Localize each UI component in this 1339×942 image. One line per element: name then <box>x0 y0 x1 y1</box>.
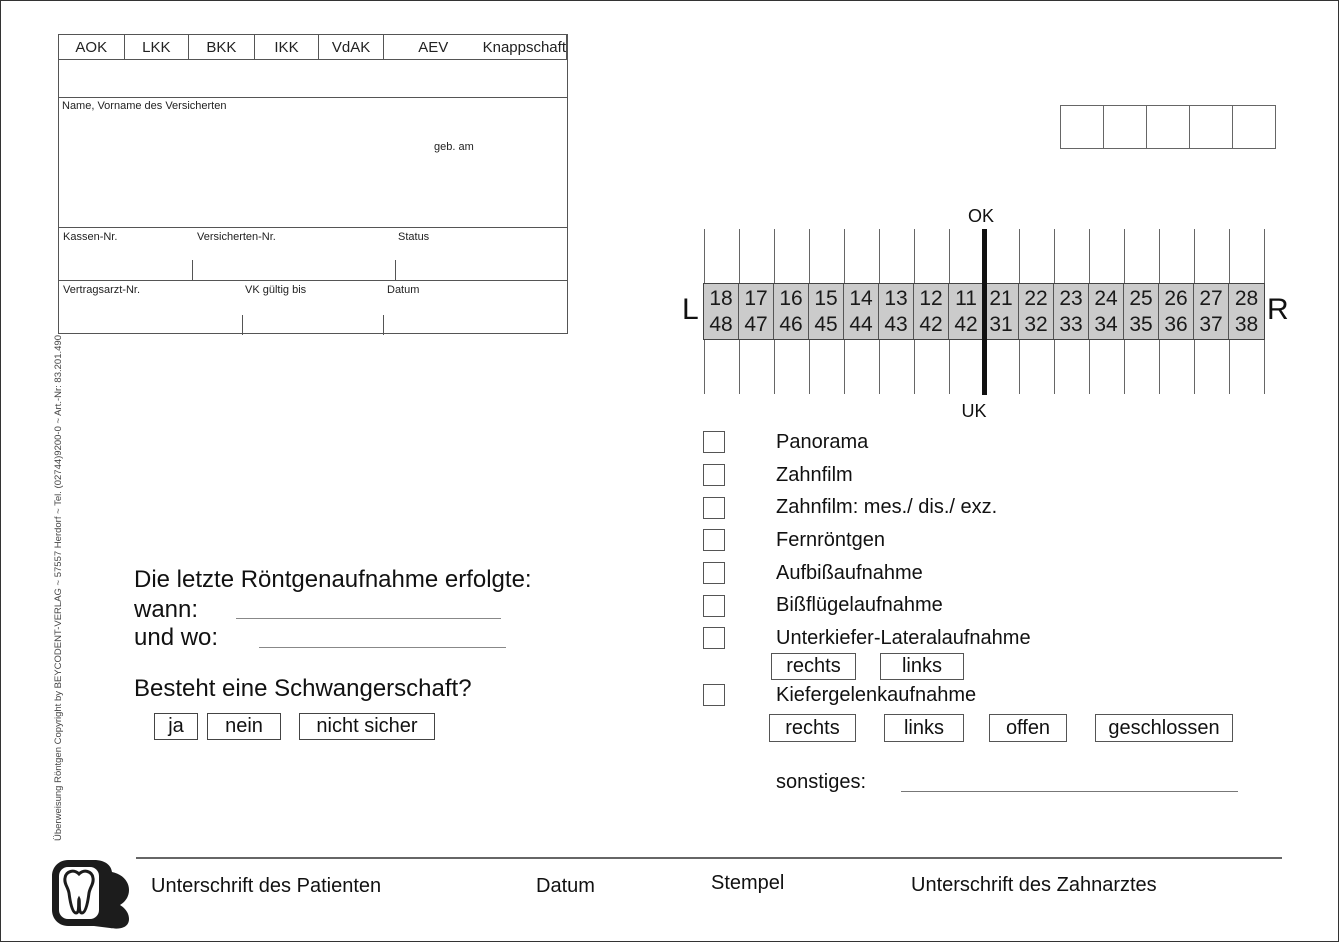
lower-tooth-number: 42 <box>919 312 943 336</box>
code-box[interactable] <box>1189 105 1233 149</box>
tooth-cell[interactable] <box>1229 284 1264 339</box>
kiefergelenk-row <box>701 679 976 712</box>
checkbox[interactable] <box>703 595 725 617</box>
last-xray-title: Die letzte Röntgenaufnahme erfolgte: <box>134 566 532 593</box>
stamp-label: Stempel <box>711 872 785 894</box>
patient-name-field[interactable] <box>59 97 567 227</box>
tooth-cell[interactable] <box>704 284 739 339</box>
checkbox[interactable] <box>703 497 725 519</box>
field-divider-tick <box>395 260 396 280</box>
xray-option-label: Aufbißaufnahme <box>776 561 923 584</box>
midline-divider <box>982 229 987 395</box>
pregnancy-question: Besteht eine Schwangerschaft? <box>134 675 472 702</box>
xray-option-label: Fernröntgen <box>776 528 885 551</box>
insurance-option[interactable]: BKK <box>189 35 255 59</box>
tooth-cell[interactable] <box>1019 284 1054 339</box>
code-boxes <box>1060 105 1276 149</box>
pregnancy-option-box[interactable]: nein <box>207 713 281 740</box>
kiefergelenk-option-box[interactable]: geschlossen <box>1095 714 1233 742</box>
xray-option-label: Zahnfilm: mes./ dis./ exz. <box>776 496 998 519</box>
checkbox[interactable] <box>703 684 725 706</box>
upper-tooth-number: 12 <box>919 286 943 310</box>
vertragsarzt-row[interactable] <box>59 280 567 335</box>
lower-tooth-number: 46 <box>779 312 803 336</box>
lower-jaw-label: UK <box>961 401 987 421</box>
tooth-cell[interactable] <box>879 284 914 339</box>
pregnancy-options <box>154 713 435 740</box>
upper-tooth-number: 14 <box>849 286 873 310</box>
right-side-label: R <box>1267 293 1289 326</box>
lower-tooth-number: 33 <box>1059 312 1083 336</box>
tooth-cell[interactable] <box>949 284 984 339</box>
kiefergelenk-label: Kiefergelenkaufnahme <box>776 683 977 706</box>
tooth-cell[interactable] <box>1159 284 1194 339</box>
wann-label: wann: <box>134 596 199 623</box>
upper-tooth-number: 22 <box>1024 286 1048 310</box>
upper-tooth-number: 16 <box>779 286 803 310</box>
birthdate-label: geb. am <box>434 141 474 153</box>
xray-option-row <box>701 589 1031 622</box>
upper-tooth-number: 25 <box>1129 286 1153 310</box>
xray-option-row <box>701 622 1031 655</box>
xray-option-row <box>701 524 1031 557</box>
insurance-patient-box <box>58 34 568 334</box>
side-option-box[interactable]: links <box>880 653 964 680</box>
insurance-type-row <box>59 35 567 60</box>
lower-tooth-number: 35 <box>1129 312 1153 336</box>
tooth-cell[interactable] <box>844 284 879 339</box>
insurance-option[interactable]: AEV <box>418 38 449 56</box>
insurance-option[interactable]: Knappschaft <box>483 35 567 59</box>
insurance-stamp-area[interactable] <box>59 60 567 97</box>
beycodent-logo <box>48 857 132 936</box>
code-box[interactable] <box>1060 105 1104 149</box>
kiefergelenk-option-box[interactable]: offen <box>989 714 1067 742</box>
upper-tooth-number: 21 <box>989 286 1013 310</box>
lower-tooth-number: 36 <box>1164 312 1188 336</box>
kassen-row[interactable] <box>59 227 567 280</box>
lower-tooth-number: 37 <box>1199 312 1223 336</box>
publisher-imprint: Überweisung Röntgen Copyright by BEYCODENT-VERLAG ~ 57557 Herdorf ~ Tel. (02744)9200-0 ~ Art.-Nr: 83.201.490 <box>53 335 64 841</box>
name-label: Name, Vorname des Versicherten <box>62 100 227 112</box>
lower-tooth-number: 43 <box>884 312 908 336</box>
field-divider-tick <box>383 315 384 335</box>
xray-option-label: Panorama <box>776 430 869 453</box>
side-option-box[interactable]: rechts <box>771 653 856 680</box>
unterkiefer-side-options <box>771 653 964 680</box>
tooth-cell[interactable] <box>809 284 844 339</box>
insurance-option[interactable]: AOK <box>59 35 125 59</box>
datum-label: Datum <box>387 284 420 296</box>
lower-tooth-number: 38 <box>1234 312 1259 336</box>
wann-input-line[interactable] <box>236 618 501 619</box>
upper-tooth-number: 13 <box>884 286 908 310</box>
lower-tooth-number: 31 <box>989 312 1013 336</box>
kassen-nr-label: Kassen-Nr. <box>63 231 118 243</box>
code-box[interactable] <box>1146 105 1190 149</box>
sonstiges-label: sonstiges: <box>776 771 867 793</box>
upper-tooth-number: 26 <box>1164 286 1188 310</box>
versicherten-nr-label: Versicherten-Nr. <box>197 231 276 243</box>
wo-label: und wo: <box>134 624 219 651</box>
tooth-cell[interactable] <box>1089 284 1124 339</box>
upper-tooth-number: 17 <box>744 286 768 310</box>
checkbox[interactable] <box>703 529 725 551</box>
tooth-cell[interactable] <box>914 284 949 339</box>
upper-tooth-number: 11 <box>955 286 977 310</box>
tooth-cell[interactable] <box>1054 284 1089 339</box>
lower-tooth-number: 44 <box>849 312 873 336</box>
insurance-option[interactable]: VdAK <box>319 35 384 59</box>
xray-option-label: Unterkiefer-Lateralaufnahme <box>776 626 1031 649</box>
lower-tooth-number: 42 <box>954 312 978 336</box>
upper-tooth-number: 15 <box>814 286 838 310</box>
checkbox[interactable] <box>703 627 725 649</box>
tooth-cell[interactable] <box>774 284 809 339</box>
lower-tooth-number: 47 <box>744 312 768 336</box>
tooth-cell[interactable] <box>984 284 1019 339</box>
code-box[interactable] <box>1103 105 1147 149</box>
vertragsarzt-nr-label: Vertragsarzt-Nr. <box>63 284 141 296</box>
checkbox[interactable] <box>703 431 725 453</box>
lower-tooth-number: 45 <box>814 312 838 336</box>
upper-tooth-number: 28 <box>1234 286 1259 310</box>
code-box[interactable] <box>1232 105 1276 149</box>
status-label: Status <box>398 231 430 243</box>
checkbox[interactable] <box>703 464 725 486</box>
lower-tooth-number: 34 <box>1094 312 1118 336</box>
tooth-cell[interactable] <box>1194 284 1229 339</box>
insurance-option[interactable]: LKK <box>125 35 190 59</box>
upper-jaw-label: OK <box>967 206 994 226</box>
wo-input-line[interactable] <box>259 647 506 648</box>
patient-signature-label: Unterschrift des Patienten <box>151 875 382 897</box>
vk-gueltig-label: VK gültig bis <box>245 284 307 296</box>
upper-tooth-number: 18 <box>709 286 733 310</box>
left-side-label: L <box>682 293 699 326</box>
xray-option-label: Bißflügelaufnahme <box>776 594 943 617</box>
kiefergelenk-option-box[interactable]: links <box>884 714 964 742</box>
kiefergelenk-option-box[interactable]: rechts <box>769 714 856 742</box>
insurance-option[interactable]: IKK <box>255 35 320 59</box>
field-divider-tick <box>192 260 193 280</box>
signature-line <box>136 857 1282 859</box>
pregnancy-option-box[interactable]: nicht sicher <box>299 713 435 740</box>
tooth-chart <box>704 229 1265 394</box>
upper-tooth-number: 27 <box>1199 286 1223 310</box>
date-label: Datum <box>536 875 595 897</box>
tooth-cell[interactable] <box>1124 284 1159 339</box>
xray-option-row <box>701 459 1031 492</box>
sonstiges-input-line[interactable] <box>901 791 1238 792</box>
upper-tooth-number: 24 <box>1094 286 1118 310</box>
pregnancy-option-box[interactable]: ja <box>154 713 198 740</box>
tooth-cell[interactable] <box>739 284 774 339</box>
xray-option-row <box>701 426 1031 459</box>
xray-option-row <box>701 491 1031 524</box>
xray-options-list <box>701 426 1031 655</box>
checkbox[interactable] <box>703 562 725 584</box>
xray-option-label: Zahnfilm <box>776 463 853 486</box>
tooth-b-logo-icon <box>48 857 132 931</box>
lower-tooth-number: 32 <box>1024 312 1048 336</box>
xray-option-row <box>701 557 1031 590</box>
lower-tooth-number: 48 <box>709 312 733 336</box>
dentist-signature-label: Unterschrift des Zahnarztes <box>911 874 1157 896</box>
kiefergelenk-options <box>769 714 1233 742</box>
upper-tooth-number: 23 <box>1059 286 1083 310</box>
field-divider-tick <box>242 315 243 335</box>
